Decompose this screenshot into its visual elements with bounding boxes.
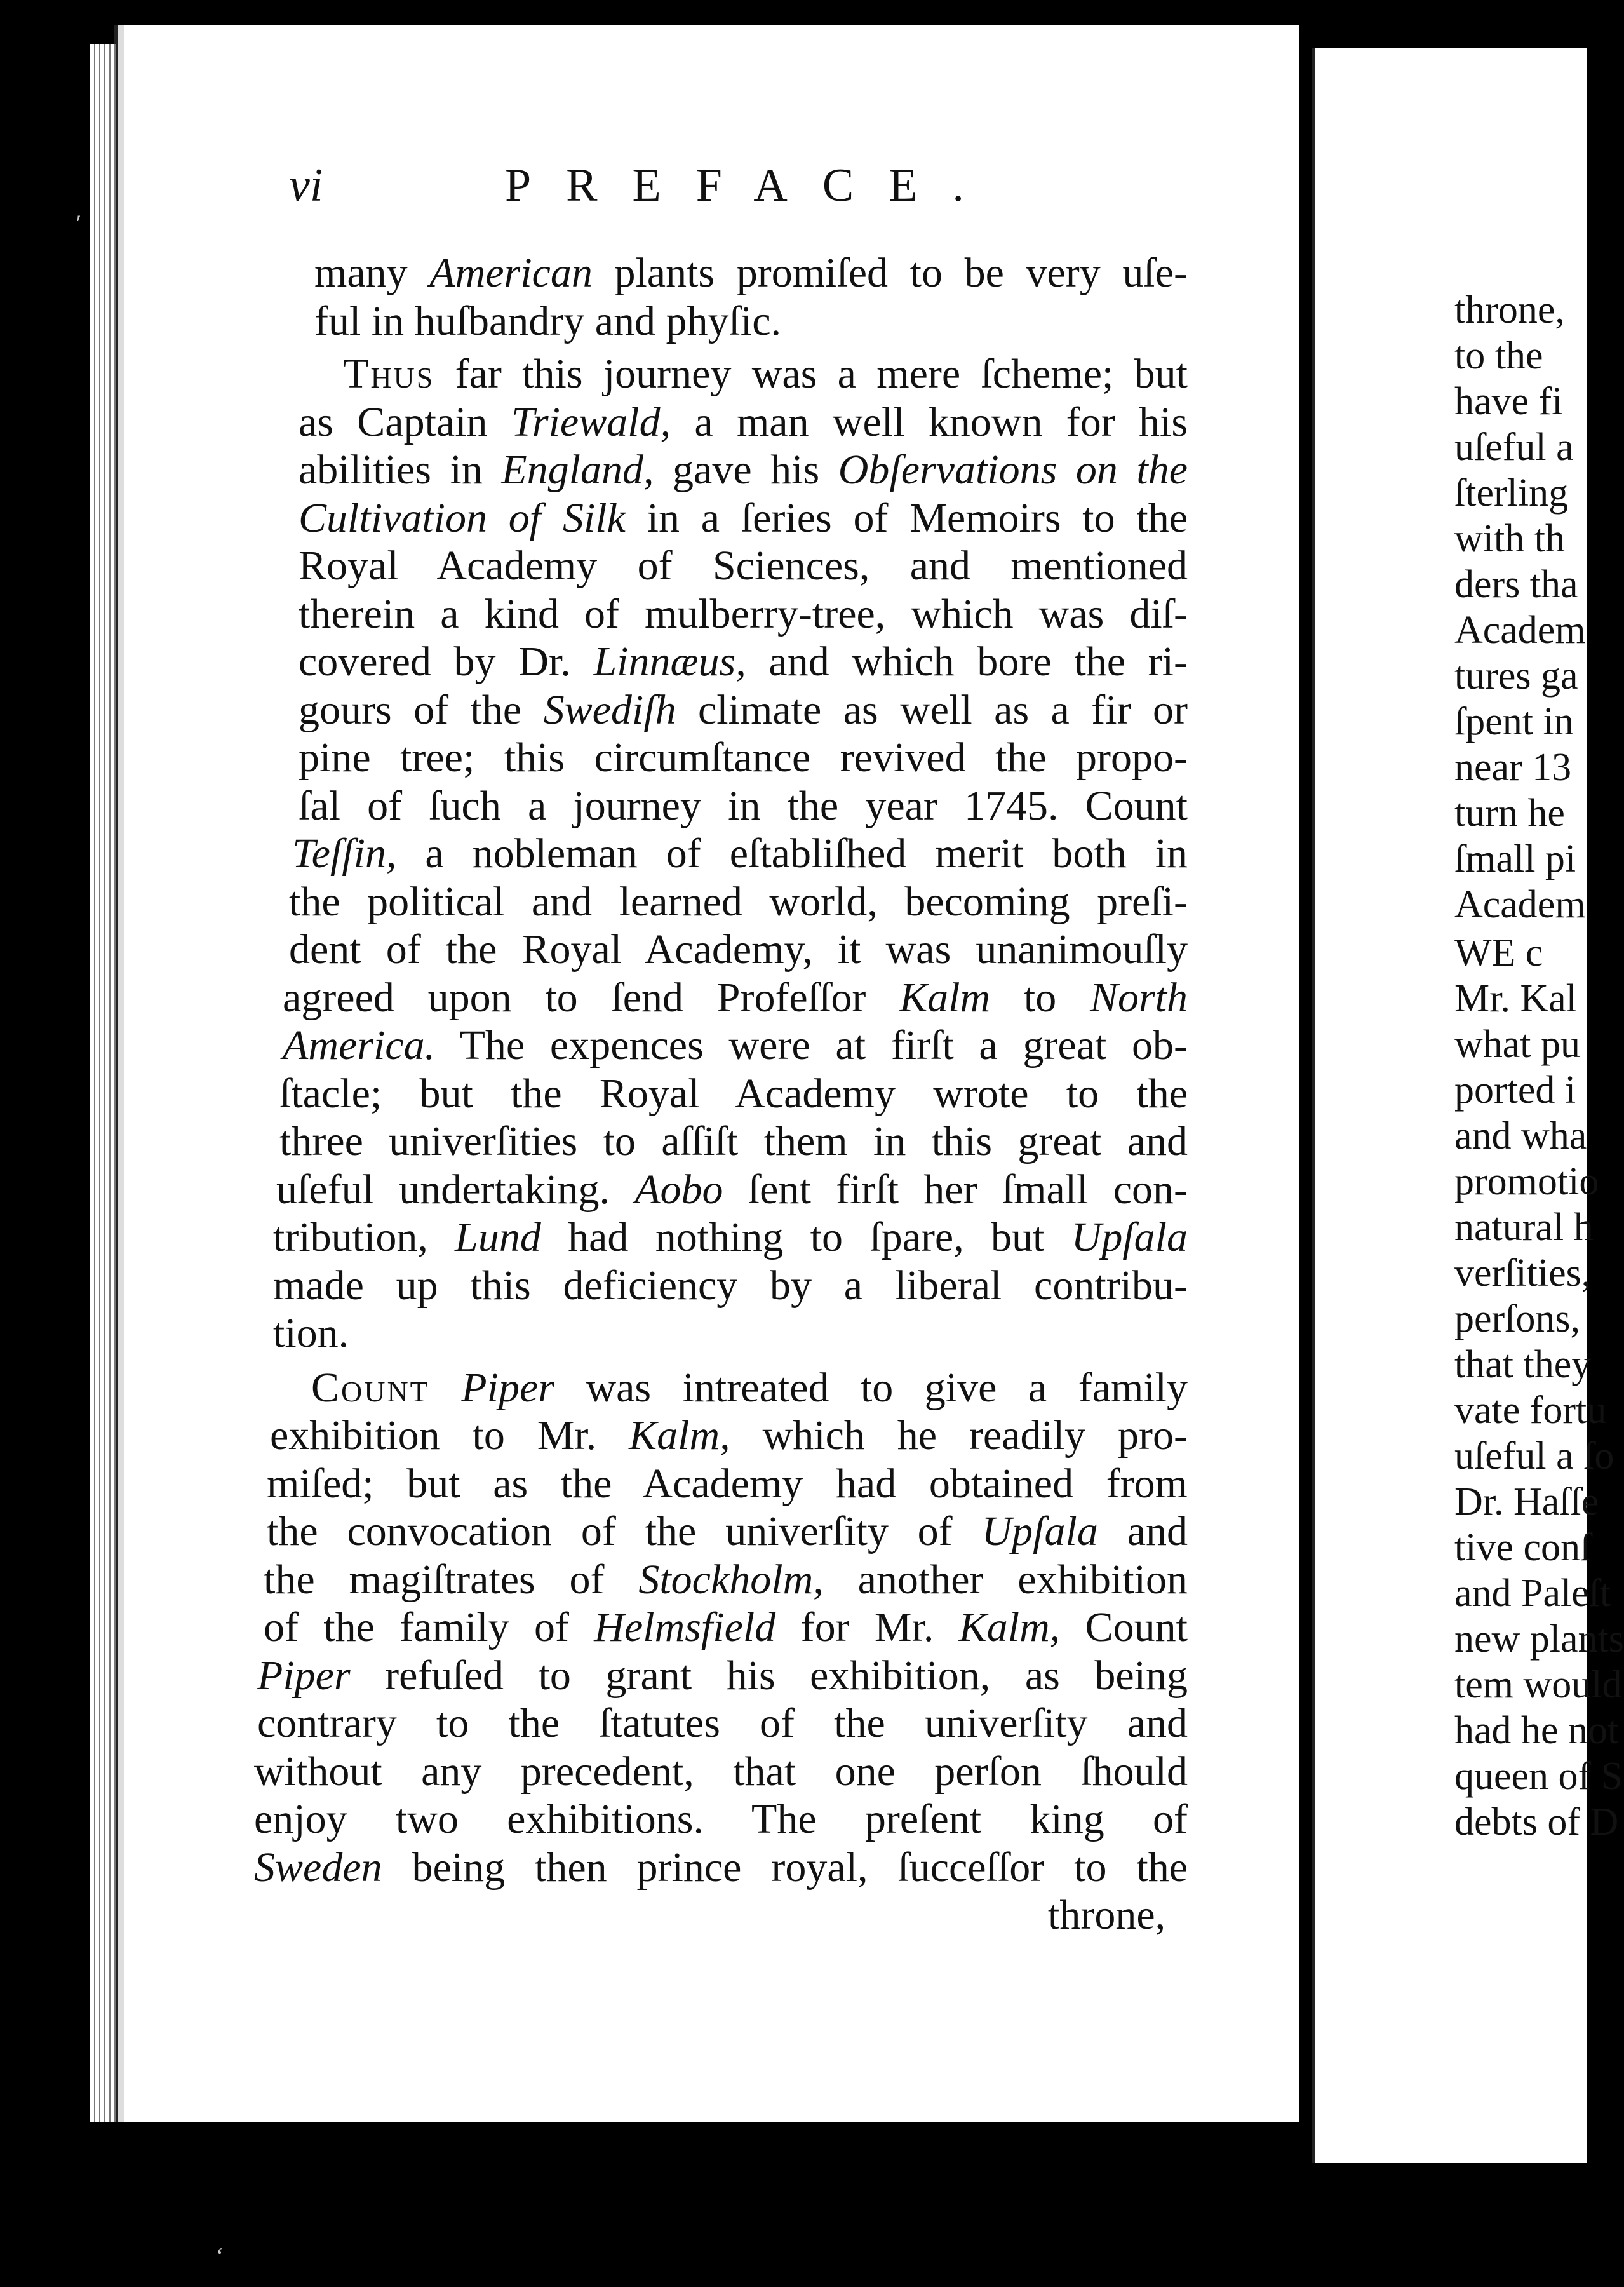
catchword: throne, xyxy=(1048,1892,1166,1938)
text-line xyxy=(279,1072,1188,1116)
facing-text-line: ſpent in xyxy=(1454,700,1574,743)
text-line xyxy=(267,1509,1188,1554)
text-run: Aobo xyxy=(634,1166,723,1213)
text-run: dent of the Royal Academy, it was unanimouſly xyxy=(289,926,1188,973)
text-line xyxy=(273,1264,1188,1308)
facing-text-line: what pu xyxy=(1454,1023,1581,1066)
text-line xyxy=(311,1366,1188,1410)
facing-text-line: and Paleſt xyxy=(1454,1572,1611,1615)
text-run: tion. xyxy=(273,1310,349,1356)
text-run: ſal of ſuch a journey in the year 1745. Count xyxy=(299,782,1188,829)
text-line xyxy=(299,736,1188,780)
text-run: Swediſh xyxy=(543,686,676,733)
facing-text-line: promotio xyxy=(1454,1160,1599,1203)
text-line xyxy=(276,1168,1188,1212)
text-run: Cultivation of Silk xyxy=(299,494,626,541)
text-run: a man well known for his xyxy=(671,398,1188,445)
text-run: ſent firſt her ſmall con- xyxy=(723,1166,1188,1213)
text-line xyxy=(254,1845,1188,1890)
facing-text-line: have fi xyxy=(1454,380,1563,423)
text-run: Count xyxy=(1060,1604,1188,1650)
text-run: as Captain xyxy=(299,398,511,445)
text-run: refuſed to grant his exhibition, as being xyxy=(350,1652,1188,1699)
text-line xyxy=(299,448,1188,492)
text-line xyxy=(343,352,1188,396)
text-run: for Mr. xyxy=(775,1604,959,1650)
text-run: Lund xyxy=(455,1214,541,1260)
text-run: three univerſities to aſſiſt them in this great and xyxy=(279,1118,1188,1164)
text-run: Kalm, xyxy=(629,1412,730,1459)
text-run: Stockholm, xyxy=(638,1556,824,1603)
text-run: and xyxy=(1097,1508,1188,1555)
text-run: therein a kind of mulberry-tree, which was diſ- xyxy=(299,590,1188,637)
text-run: exhibition to Mr. xyxy=(270,1412,629,1459)
facing-text-line: ported i xyxy=(1454,1069,1576,1112)
text-run: to xyxy=(990,974,1090,1021)
text-run: Upſala xyxy=(1071,1214,1188,1260)
text-run: Thus xyxy=(343,351,435,397)
text-run: climate as well as a fir or xyxy=(676,686,1188,733)
facing-text-line: natural h xyxy=(1454,1206,1594,1249)
running-head xyxy=(289,159,1038,216)
facing-text-line: Academ xyxy=(1454,609,1586,652)
text-run: Teſſin, xyxy=(292,830,397,877)
text-run: the political and learned world, becoming preſi- xyxy=(289,878,1188,925)
facing-text-line: near 13 xyxy=(1454,746,1572,789)
text-run: ſtacle; but the Royal Academy wrote to the xyxy=(279,1070,1188,1117)
text-run: and which bore the ri- xyxy=(746,638,1188,685)
text-run: had nothing to ſpare, but xyxy=(540,1214,1071,1260)
text-line xyxy=(299,640,1188,684)
facing-text-line: vate fortu xyxy=(1454,1389,1607,1432)
text-run: American xyxy=(429,250,593,296)
facing-text-line: new plants xyxy=(1454,1617,1624,1661)
text-run: America. xyxy=(283,1022,436,1069)
text-line xyxy=(314,251,1188,295)
text-line xyxy=(273,1215,1188,1260)
facing-text-line: Academ xyxy=(1454,883,1586,926)
text-run: plants promiſed to be very uſe- xyxy=(592,250,1188,296)
scan-speck: ′ xyxy=(76,210,81,236)
text-run: of the family of xyxy=(264,1604,594,1650)
facing-text-line: and wha xyxy=(1454,1114,1587,1157)
text-run: Triewald, xyxy=(511,398,671,445)
text-line xyxy=(289,928,1188,972)
text-run: The expences were at firſt a great ob- xyxy=(435,1022,1188,1069)
facing-text-line: tive conſ xyxy=(1454,1526,1592,1569)
text-line xyxy=(299,400,1188,445)
facing-text-line: ſmall pi xyxy=(1454,837,1576,880)
text-run: England, xyxy=(501,447,654,493)
facing-text-line: verſities, xyxy=(1454,1251,1592,1295)
facing-text-line: tures ga xyxy=(1454,654,1578,698)
text-run: Kalm, xyxy=(958,1604,1061,1650)
text-line xyxy=(299,496,1188,541)
page-title: PREFACE. xyxy=(505,159,999,212)
text-run: Kalm xyxy=(899,974,991,1021)
text-run: ful in huſbandry and phyſic. xyxy=(314,297,782,344)
text-run: which he readily pro- xyxy=(730,1412,1188,1459)
facing-text-line: WE c xyxy=(1454,931,1543,975)
text-run: Obſervations on the xyxy=(838,447,1188,493)
facing-text-line: ſterling xyxy=(1454,471,1569,515)
page-stack-edge xyxy=(90,44,116,2122)
facing-text-line: queen of S xyxy=(1454,1755,1623,1798)
facing-text-line: uſeful a ſo xyxy=(1454,1434,1614,1478)
text-line xyxy=(264,1558,1188,1602)
text-line xyxy=(257,1701,1188,1746)
facing-text-line: tem would xyxy=(1454,1663,1622,1706)
text-run: gours of the xyxy=(299,686,544,733)
text-run: gave his xyxy=(654,447,838,493)
text-line xyxy=(257,1654,1188,1698)
text-line xyxy=(254,1797,1188,1842)
text-run: many xyxy=(314,250,430,296)
text-run: abilities in xyxy=(299,447,502,493)
text-run: the magiſtrates of xyxy=(264,1556,639,1603)
text-run: Helmsfield xyxy=(594,1604,776,1650)
text-line xyxy=(270,1413,1188,1458)
text-run xyxy=(430,1365,462,1411)
text-run: contrary to the ſtatutes of the univerſity and xyxy=(257,1700,1188,1746)
text-line xyxy=(254,1750,1188,1794)
text-run: being then prince royal, ſucceſſor to the xyxy=(382,1844,1188,1891)
text-run: the convocation of the univerſity of xyxy=(267,1508,982,1555)
text-run: covered by Dr. xyxy=(299,638,594,685)
text-run: a nobleman of eſtabliſhed merit both in xyxy=(396,830,1188,877)
text-run: agreed upon to ſend Profeſſor xyxy=(283,974,900,1021)
text-run: in a ſeries of Memoirs to the xyxy=(625,494,1188,541)
text-line xyxy=(314,299,1188,344)
text-line xyxy=(273,1311,1188,1356)
text-run: Linnæus, xyxy=(593,638,746,685)
text-run: another exhibition xyxy=(823,1556,1188,1603)
facing-text-line: Dr. Haſſe xyxy=(1454,1480,1599,1523)
facing-text-line: had he not xyxy=(1454,1709,1619,1752)
text-line xyxy=(264,1605,1188,1650)
text-run: North xyxy=(1089,974,1188,1021)
facing-text-line: perſons, xyxy=(1454,1297,1581,1340)
page-number: vi xyxy=(289,159,323,212)
facing-text-line: debts of D xyxy=(1454,1800,1619,1844)
text-run: Sweden xyxy=(254,1844,382,1891)
text-run: Royal Academy of Sciences, and mentioned xyxy=(299,543,1188,589)
text-run: made up this deficiency by a liberal contribu- xyxy=(273,1262,1188,1309)
text-line xyxy=(283,976,1188,1020)
text-line xyxy=(299,592,1188,637)
text-run: was intreated to give a family xyxy=(554,1364,1188,1411)
text-line xyxy=(299,688,1188,732)
text-line xyxy=(299,784,1188,828)
text-run: tribution, xyxy=(273,1214,455,1260)
facing-text-line: turn he xyxy=(1454,792,1565,835)
text-run: Count xyxy=(311,1364,430,1411)
text-run: Upſala xyxy=(981,1508,1098,1555)
text-run: without any precedent, that one perſon ſhould xyxy=(254,1748,1188,1795)
scan-speck: ʻ xyxy=(216,2243,224,2269)
text-line xyxy=(289,880,1188,924)
text-run: far this journey was a mere ſcheme; but xyxy=(434,351,1188,397)
text-run: Piper xyxy=(257,1652,351,1699)
facing-text-line: ders tha xyxy=(1454,563,1578,606)
text-line xyxy=(292,832,1188,876)
facing-text-line: throne, xyxy=(1454,288,1565,332)
facing-text-line: Mr. Kal xyxy=(1454,977,1577,1020)
text-run: miſed; but as the Academy had obtained from xyxy=(267,1460,1188,1507)
text-line xyxy=(299,544,1188,588)
facing-text-line: uſeful a xyxy=(1454,426,1574,469)
text-run: uſeful undertaking. xyxy=(276,1166,635,1213)
text-line xyxy=(283,1023,1188,1068)
text-line xyxy=(279,1119,1188,1164)
text-run: enjoy two exhibitions. The preſent king of xyxy=(254,1796,1188,1842)
facing-text-line: with th xyxy=(1454,517,1565,560)
text-run: pine tree; this circumſtance revived the propo- xyxy=(299,734,1188,781)
text-run: Piper xyxy=(461,1364,554,1411)
text-line xyxy=(267,1462,1188,1506)
facing-text-line: that they xyxy=(1454,1343,1592,1386)
facing-text-line: to the xyxy=(1454,334,1543,377)
